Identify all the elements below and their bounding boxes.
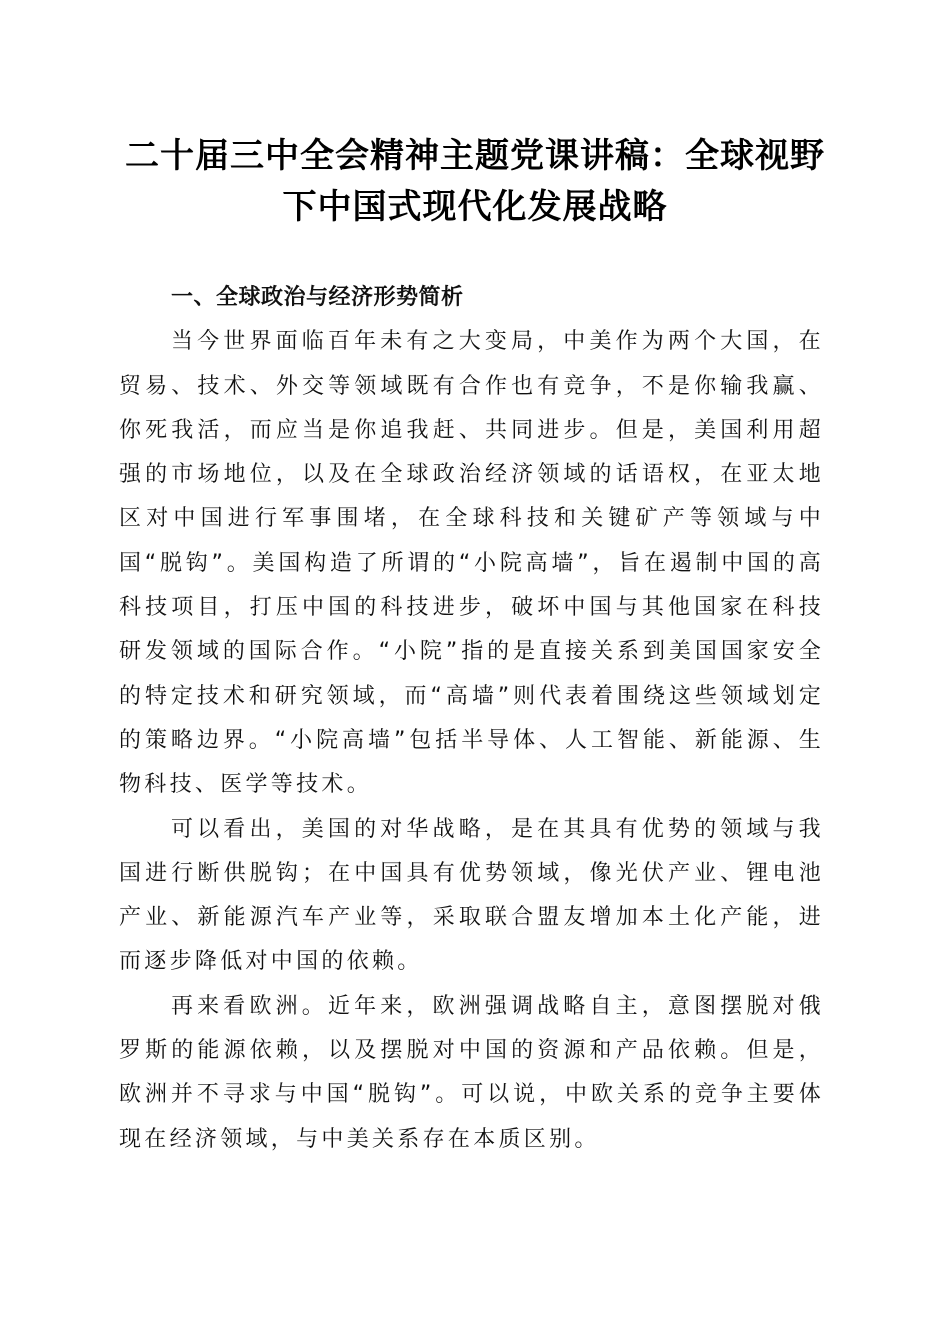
paragraph-2: 可以看出，美国的对华战略，是在其具有优势的领域与我国进行断供脱钩；在中国具有优势领域，像光伏产业、锂电池产业、新能源汽车产业等，采取联合盟友增加本土化产能，进而逐步降低对中国的依赖。 bbox=[119, 816, 824, 975]
section-heading: 一、全球政治与经济形势简析 bbox=[171, 285, 464, 310]
title-line-2: 下中国式现代化发展战略 bbox=[282, 187, 668, 227]
paragraph-1: 当今世界面临百年未有之大变局，中美作为两个大国，在贸易、技术、外交等领域既有合作也有竞争，不是你输我赢、你死我活，而应当是你追我赶、共同进步。但是，美国利用超强的市场地位，以及在全球政治经济领域的话语权，在亚太地区对中国进行军事围堵，在全球科技和关键矿产等领域与中国“脱钩”。美国构造了所谓的“小院高墙”，旨在遏制中国的高科技项目，打压中国的科技进步，破坏中国与其他国家在科技研发领域的国际合作。“小院”指的是直接关系到美国国家安全的特定技术和研究领域，而“高墙”则代表着围绕这些领域划定的策略边界。“小院高墙”包括半导体、人工智能、新能源、生物科技、医学等技术。 bbox=[119, 329, 824, 798]
document-title bbox=[100, 131, 850, 233]
paragraph-3: 再来看欧洲。近年来，欧洲强调战略自主，意图摆脱对俄罗斯的能源依赖，以及摆脱对中国的资源和产品依赖。但是，欧洲并不寻求与中国“脱钩”。可以说，中欧关系的竞争主要体现在经济领域，与中美关系存在本质区别。 bbox=[119, 993, 824, 1152]
document-body bbox=[119, 276, 824, 1162]
title-line-1: 二十届三中全会精神主题党课讲稿：全球视野 bbox=[125, 136, 825, 176]
